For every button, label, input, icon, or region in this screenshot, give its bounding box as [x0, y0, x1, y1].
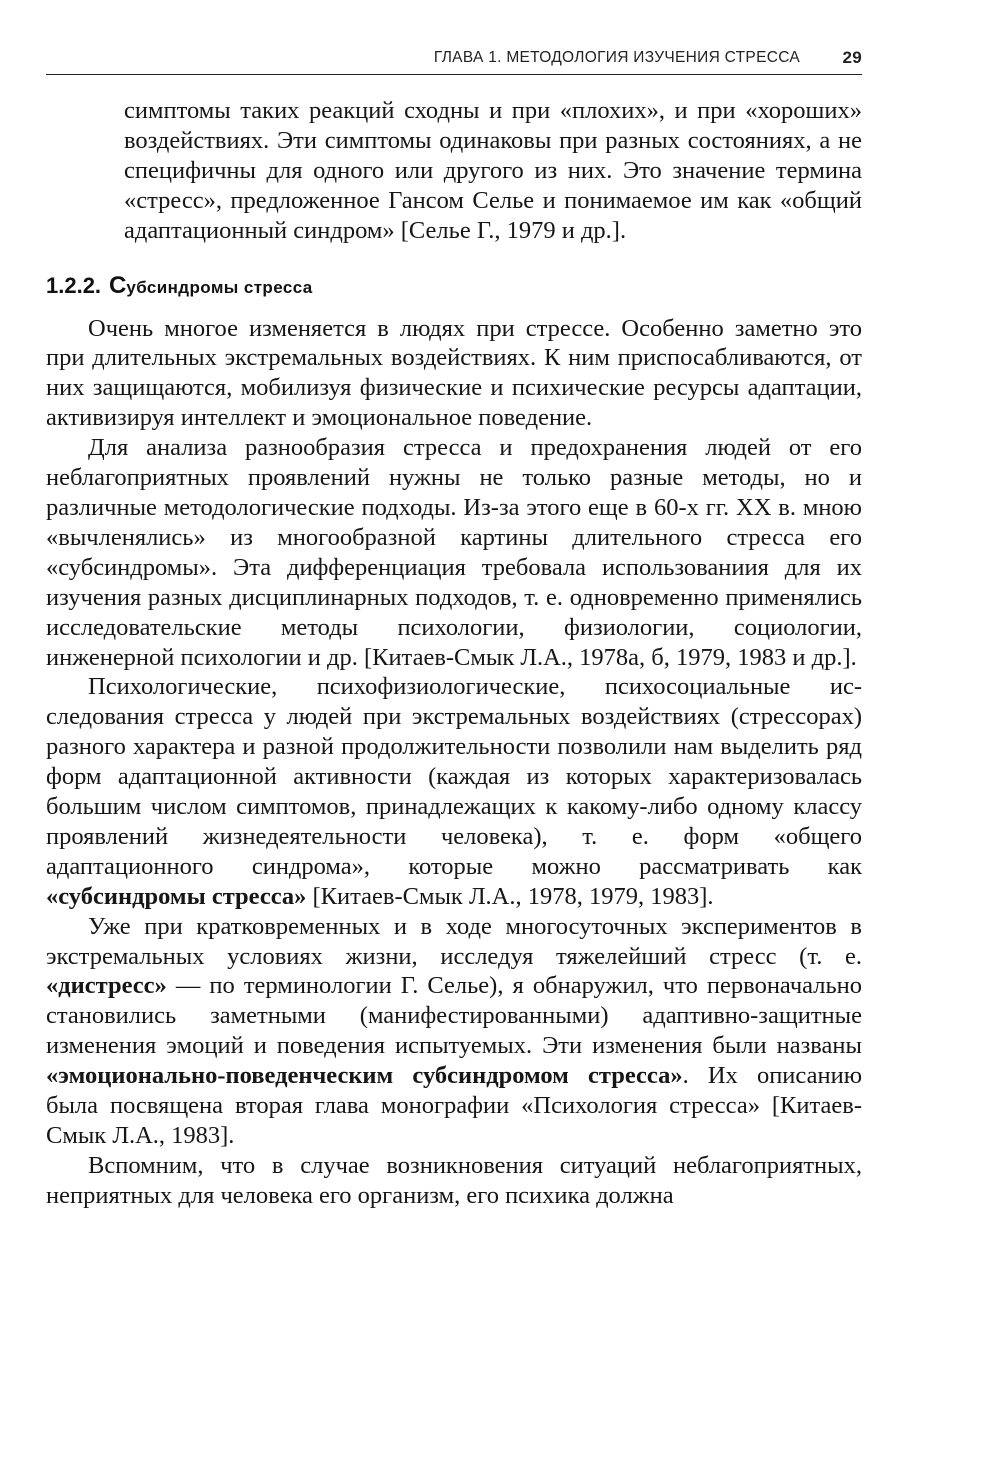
- paragraph-text: [Китаев-Смык Л.А., 1978, 1979, 1983].: [306, 882, 714, 910]
- section-title-rest: убсиндромы стресса: [126, 277, 313, 297]
- body-text: [46, 96, 862, 1211]
- running-header: [46, 48, 862, 75]
- paragraph: Вспомним, что в случае возникновения ситуаций неблагоприятных, неприятных для человека его организм, его психика должна: [46, 1151, 862, 1209]
- section-title-initial: С: [109, 271, 127, 299]
- paragraph-text: . Их описанию была посвящена вторая глава монографии «Психология стресса» [Китаев-Смык Л.А., 1983].: [46, 1062, 862, 1149]
- paragraph-continued: симптомы таких реакций сходны и при «плохих», и при «хороших» воздействиях. Эти симптомы одинаковы при разных состояниях, а не специфичны для одного или другого из них. Это значение термина «стресс», предложенное Гансом Селье и понимаемое им как «общий адаптационный синдром» [Селье Г., 1979 и др.].: [124, 97, 862, 244]
- page-number: 29: [842, 48, 862, 67]
- bold-term: «дистресс»: [46, 972, 167, 1000]
- paragraph: Для анализа разнообразия стресса и предохранения людей от его неблагоприятных проявлений нужны не только разные методы, но и различные методологические подходы. Из-за этого еще в 60-х гг. XX в. мною «вычленялись» из многообразной картины длительного стресса его «субсиндромы». Эта дифференциация требовала использованиия для их изучения разных дисциплинарных подходов, т. е. одновременно применялись исследовательские методы психологии, физиологии, социологии, инженерной психологии и др. [Китаев-Смык Л.А., 1978а, б, 1979, 1983 и др.].: [46, 434, 862, 671]
- paragraph: [46, 912, 862, 1151]
- chapter-title: ГЛАВА 1. МЕТОДОЛОГИЯ ИЗУЧЕНИЯ СТРЕССА: [433, 49, 800, 66]
- bold-term: «субсиндромы стресса»: [46, 882, 307, 910]
- paragraph: Очень многое изменяется в людях при стрессе. Особенно заметно это при длительных экстремальных воздействиях. К ним приспосабливаются, от них защищаются, мобилизуя физические и психические ресурсы адаптации, активизируя интеллект и эмоциональное поведение.: [46, 314, 862, 432]
- paragraph: [46, 672, 862, 911]
- section-number: 1.2.2.: [46, 272, 102, 298]
- paragraph-text: Уже при кратковременных и в ходе многосуточных экспериментов в экстремальных условиях жизни, исследуя тяжелейший стресс (т. е.: [46, 912, 862, 970]
- paragraph-text: — по терминологии Г. Селье), я обнаружил, что первоначально становились заметными (манифестированными) адаптивно-защитные изменения эмоций и поведения испытуемых. Эти изменения были названы: [46, 972, 862, 1060]
- section-heading: [46, 272, 862, 302]
- paragraph-text: Психологические, психофизиологические, психосоциальные исследования стресса у людей при экстремальных воздействиях (стрессорах) разного характера и разной продолжительности позволили нам выделить ряд форм адаптационной активности (каждая из которых характеризовалась большим числом симптомов, принадлежащих к какому-либо одному классу проявлений жизнедеятельности человека), т. е. форм «общего адаптационного синдрома», которые можно рассматривать как: [46, 673, 862, 880]
- bold-term: «эмоционально-поведенческим субсиндромом стресса»: [46, 1062, 683, 1090]
